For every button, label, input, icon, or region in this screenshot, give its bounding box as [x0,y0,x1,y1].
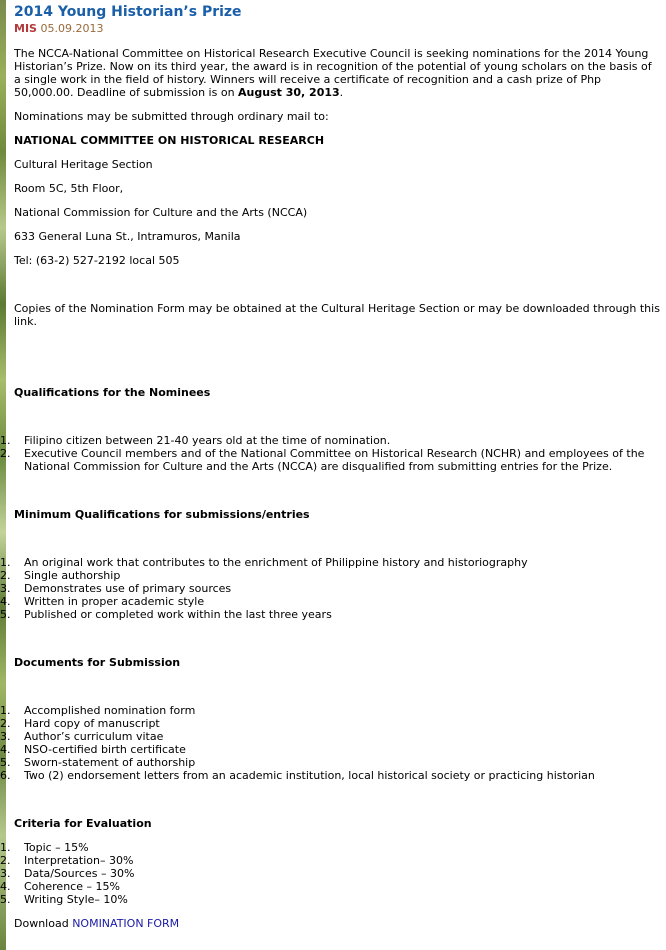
min-qualifications-heading: Minimum Qualifications for submissions/entries [14,508,310,521]
intro-end: . [339,86,344,99]
address-section: Cultural Heritage Section [14,158,153,171]
list-item: Coherence – 15% [24,880,120,893]
list-item: Hard copy of manuscript [24,717,160,730]
min-qualifications-list [0,556,660,621]
list-item: Topic – 15% [24,841,89,854]
download-line [14,917,660,930]
criteria-heading: Criteria for Evaluation [14,817,152,830]
intro-text: The NCCA-National Committee on Historical Research Executive Council is seeking nominations for the 2014 Young Historian’s Prize. Now on its third year, the award is in recognition of the potential of young scholars on the basis of a single work in the field of history. Winners will receive a certificate of recognition and a cash prize of Php 50,000.00. Deadline of submission is on [14,47,652,99]
list-item: Two (2) endorsement letters from an academic institution, local historical society or practicing historian [24,769,595,782]
intro-paragraph [14,47,660,99]
deadline-date: August 30, 2013 [238,86,340,99]
mail-intro: Nominations may be submitted through ordinary mail to: [14,110,329,123]
article-meta [14,22,660,35]
list-item: Data/Sources – 30% [24,867,135,880]
decorative-side-strip [0,0,6,950]
list-item: Single authorship [24,569,121,582]
nomination-form-link[interactable]: NOMINATION FORM [72,917,180,930]
list-item: Demonstrates use of primary sources [24,582,232,595]
qualifications-list [0,434,660,473]
list-item: Author’s curriculum vitae [24,730,164,743]
list-item: An original work that contributes to the enrichment of Philippine history and historiography [24,556,528,569]
list-item: Written in proper academic style [24,595,205,608]
documents-list [0,704,660,782]
address-commission: National Commission for Culture and the Arts (NCCA) [14,206,308,219]
list-item: NSO-certified birth certificate [24,743,186,756]
documents-heading: Documents for Submission [14,656,181,669]
article-title[interactable]: 2014 Young Historian’s Prize [14,4,242,20]
list-item: Filipino citizen between 21-40 years old at the time of nomination. [24,434,391,447]
qualifications-heading: Qualifications for the Nominees [14,386,211,399]
address-room: Room 5C, 5th Floor, [14,182,124,195]
article-date: 05.09.2013 [40,22,104,35]
copies-paragraph: Copies of the Nomination Form may be obtained at the Cultural Heritage Section or may be downloaded through this link. [14,302,660,328]
list-item: Sworn-statement of authorship [24,756,196,769]
list-item: Executive Council members and of the National Committee on Historical Research (NCHR) and employees of the National Commission for Culture and the Arts (NCCA) are disqualified from submitting entries for the Prize. [24,447,645,473]
list-item: Writing Style– 10% [24,893,128,906]
address-org: NATIONAL COMMITTEE ON HISTORICAL RESEARCH [14,134,325,147]
address-tel: Tel: (63-2) 527-2192 local 505 [14,254,180,267]
list-item: Accomplished nomination form [24,704,196,717]
article-content [14,4,660,930]
criteria-list [0,841,660,906]
download-label: Download [14,917,73,930]
address-street: 633 General Luna St., Intramuros, Manila [14,230,241,243]
list-item: Published or completed work within the last three years [24,608,332,621]
list-item: Interpretation– 30% [24,854,134,867]
article-author: MIS [14,22,37,35]
